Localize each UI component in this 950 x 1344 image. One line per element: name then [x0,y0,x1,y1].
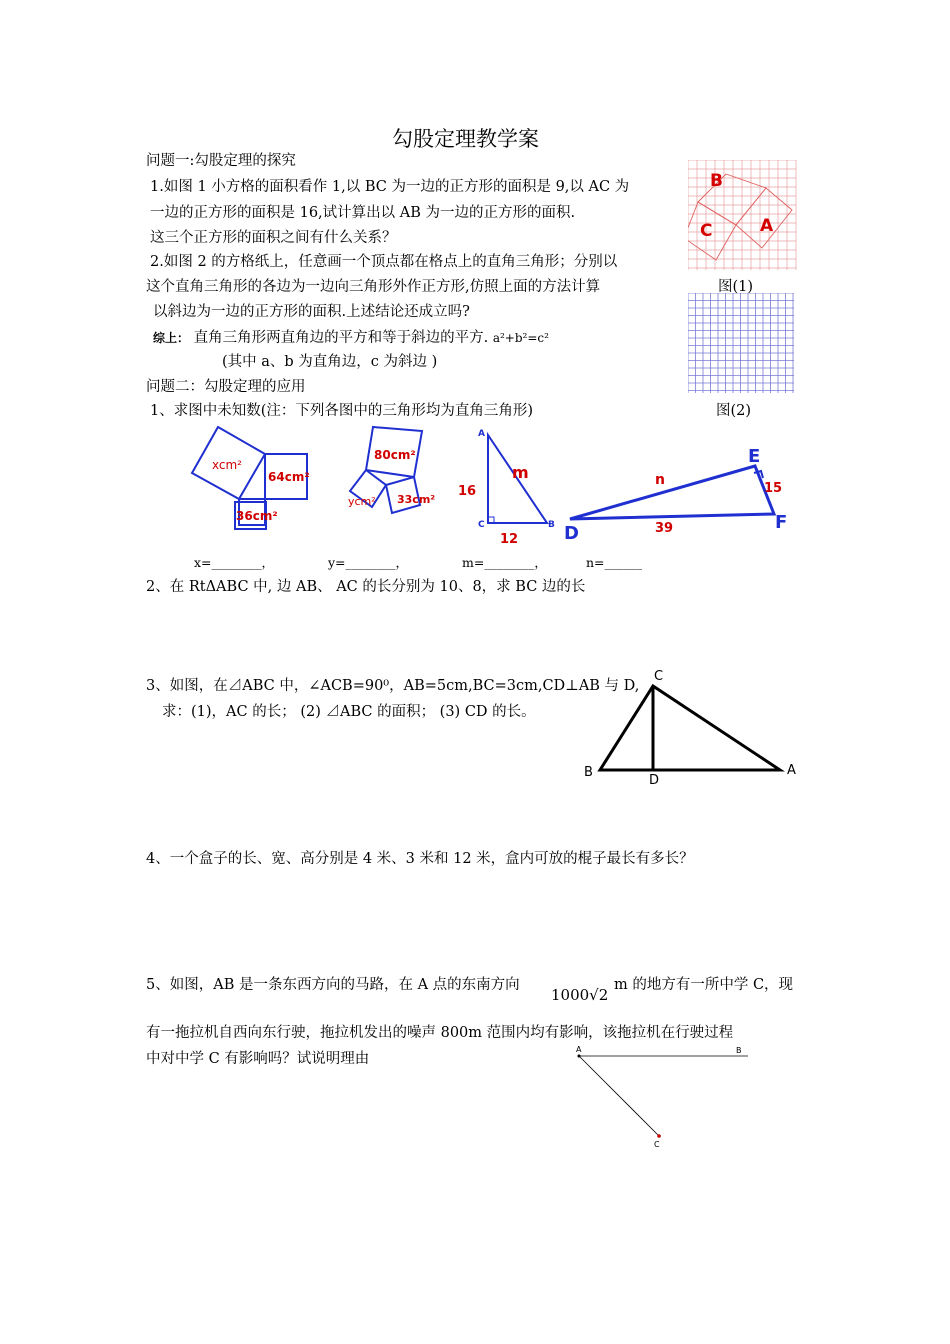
fig3-label-d: D [649,773,660,788]
fig-d-label-f: F [775,512,788,533]
q1-p2-line2: 这个直角三角形的各边为一边向三角形外作正方形,仿照上面的方法计算 [146,279,601,295]
q2-item5-line3: 中对中学 C 有影响吗？试说明理由 [146,1051,370,1067]
fig5-line-ac [579,1056,659,1136]
fig-b-label-80: 80cm² [374,448,416,462]
fig3-label-c: C [654,669,664,684]
fig-a-label-64: 64cm² [268,470,310,484]
fig-a-label-x: xcm² [212,458,242,472]
figure-c-triangle [452,425,562,547]
fig-c-label-16: 16 [458,484,477,499]
q1-p2-line3: 以斜边为一边的正方形的面积.上述结论还成立吗? [153,304,470,320]
q2-item5-line1a: 5、如图，AB 是一条东西方向的马路，在 A 点的东南方向 [146,977,520,993]
answer-n: n=______ [586,555,643,570]
answer-m: m=________， [462,555,547,570]
fig-c-label-m: m [512,463,529,482]
fig-d-label-15: 15 [764,481,783,496]
fig-d-label-39: 39 [655,521,674,536]
fig5-point-a [578,1055,581,1058]
q1-p1-line2: 一边的正方形的面积是 16,试计算出以 AB 为一边的正方形的面积. [150,205,576,221]
q2-item2: 2、在 RtΔABC 中, 边 AB、 AC 的长分别为 10、8，求 BC 边的长 [146,579,586,595]
summary-text: 直角三角形两直角边的平方和等于斜边的平方. [193,330,489,346]
fig-d-label-n: n [655,472,665,488]
answer-y: y=________， [328,555,409,570]
page-title: 勾股定理教学案 [392,127,539,151]
fig-d-label-e: E [748,446,761,467]
fig5-label-b: B [736,1046,742,1055]
summary-note: (其中 a、b 为直角边，c 为斜边 ) [222,354,438,370]
q1-p1-line1: 1.如图 1 小方格的面积看作 1,以 BC 为一边的正方形的面积是 9,以 AC 为 [150,179,630,195]
fig1-label-b: B [710,171,723,191]
figure-a-squares [190,425,315,535]
summary-label: 综上： [153,331,190,345]
fig2-caption: 图(2) [716,403,752,419]
fig-b-label-y: ycm² [348,495,376,508]
answer-x: x=________， [194,555,275,570]
fig-c-label-b: B [548,520,555,530]
q2-item5-line2: 有一拖拉机自西向东行驶，拖拉机发出的噪声 800m 范围内均有影响，该拖拉机在行驶过程 [146,1025,734,1041]
q2-heading: 问题二：勾股定理的应用 [146,379,306,395]
fig3-label-a: A [787,763,796,778]
fig-d-label-d: D [564,523,579,542]
fig-a-label-36: 36cm² [236,509,278,523]
fig1-label-c: C [700,221,713,241]
figure-3-triangle [578,662,803,790]
q2-item3-line1: 3、如图，在⊿ABC 中，∠ACB=90⁰，AB=5cm,BC=3cm,CD⊥AB 与 D, [146,678,640,694]
q2-item3-line2: 求：(1)，AC 的长； (2) ⊿ABC 的面积； (3) CD 的长。 [162,704,536,720]
fig5-point-c [657,1134,661,1138]
formula: a²+b²=c² [492,331,549,345]
fig3-label-b: B [584,765,593,780]
q1-heading: 问题一:勾股定理的探究 [146,153,296,169]
fig-b-label-33: 33cm² [397,493,436,506]
fig-d-triangle [570,466,774,519]
q2-item4: 4、一个盒子的长、宽、高分别是 4 米、3 米和 12 米，盒内可放的棍子最长有多长？ [146,851,694,867]
figure-1-grid [688,160,798,272]
q2-item1: 1、求图中未知数(注：下列各图中的三角形均为直角三角形) [150,403,534,419]
fig1-square-ab [698,174,766,225]
q2-item5-line1b: m 的地方有一所中学 C，现 [614,977,794,993]
fig5-label-c: C [654,1140,660,1149]
fig1-label-a: A [760,216,774,236]
fig-c-label-a: A [478,429,485,439]
fig1-caption: 图(1) [718,279,754,295]
fig-c-label-12: 12 [500,532,519,547]
q1-p2-line1: 2.如图 2 的方格纸上，任意画一个顶点都在格点上的直角三角形；分别以 [150,254,618,270]
fig-c-label-c: C [478,520,485,530]
q1-p1-line3: 这三个正方形的面积之间有什么关系？ [150,230,397,246]
figure-d-triangle [560,440,800,542]
fig3-triangle-abc [600,686,780,770]
q2-item5-number: 1000√2 [551,986,609,1004]
figure-2-grid [688,293,796,395]
figure-5-road [570,1042,760,1152]
figure-b-squares [338,425,443,535]
fig5-label-a: A [576,1045,582,1054]
